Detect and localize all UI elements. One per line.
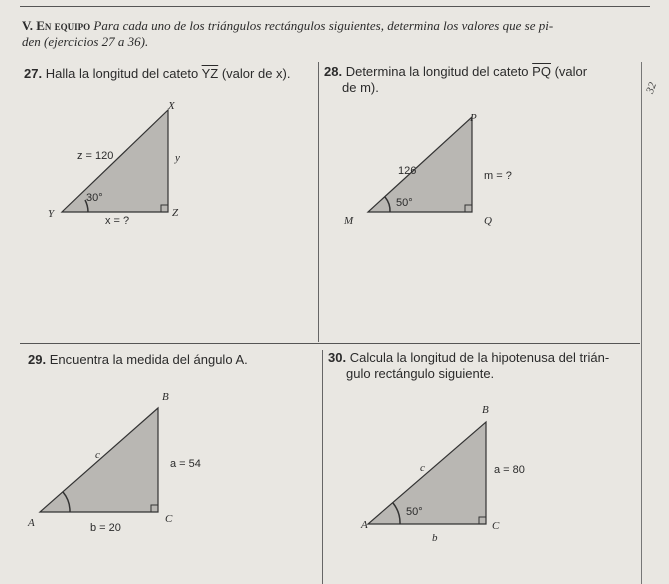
vertex-a-29: A [28,517,35,529]
hypotenuse-label-27: z = 120 [77,150,114,162]
section-instructions-2: den (ejercicios 27 a 36). [22,34,149,49]
section-intro [22,18,632,50]
exercise-28-prompt [324,64,624,96]
exercise-27-prompt [24,66,319,82]
exercise-28-text: Determina la longitud del cateto [345,64,529,79]
exercise-27-text2: (valor de x). [221,66,291,81]
exercise-30-text: Calcula la longitud de la hipotenusa del trián- [349,350,610,365]
triangle-30-shape [368,422,486,524]
exercise-29-text: Encuentra la medida del ángulo A. [49,352,248,367]
leg-y-label-27: y [175,152,180,164]
column-divider-top [318,62,319,342]
triangle-27 [40,100,210,230]
vertex-b-29: B [162,391,169,403]
vertex-b-30: B [482,404,489,416]
exercise-27-segment: $\overline{YZ}$ [201,66,219,81]
top-rule [20,6,650,7]
vertex-c-29: C [165,513,173,525]
section-heading: V. En equipo [22,18,91,33]
exercise-30-prompt [328,350,638,382]
hypotenuse-label-29: c [95,449,100,461]
column-divider-bottom [322,350,323,584]
exercise-30-text2: gulo rectángulo siguiente. [346,366,495,381]
triangle-30 [360,412,510,537]
triangle-28-shape [368,117,472,212]
vertex-z-27: Z [172,207,179,219]
leg-label-28: m = ? [484,170,512,182]
vertex-p-28: P [470,112,477,124]
exercise-28-number: 28. [324,64,343,79]
exercise-28-segment: $\overline{PQ}$ [532,64,551,79]
section-instructions: Para cada uno de los triángulos rectángulos siguientes, determina los valores que se pi- [93,18,554,33]
triangle-29 [30,400,180,525]
exercise-27-text: Halla la longitud del cateto [45,66,199,81]
right-rule [641,62,642,584]
hypotenuse-label-28: 126 [398,165,417,177]
exercise-30-number: 30. [328,350,347,365]
angle-label-27: 30° [86,192,103,204]
exercise-28-text3: de m). [342,80,379,95]
exercise-29-number: 29. [28,352,47,367]
vertex-a-30: A [361,519,368,531]
vertex-m-28: M [344,215,354,227]
leg-a-label-30: a = 80 [494,464,525,476]
angle-label-28: 50° [396,197,413,209]
exercise-29-prompt [28,352,318,368]
leg-x-label-27: x = ? [105,215,130,227]
exercise-28-text2: (valor [554,64,588,79]
margin-mark: 32 [643,80,660,96]
row-divider [20,343,640,344]
leg-a-label-29: a = 54 [170,458,201,470]
exercise-27-number: 27. [24,66,43,81]
vertex-c-30: C [492,520,500,532]
angle-label-30: 50° [406,506,423,518]
hypotenuse-label-30: c [420,462,425,474]
vertex-q-28: Q [484,215,492,227]
vertex-x-27: X [168,100,175,112]
leg-b-label-29: b = 20 [90,522,121,534]
vertex-y-27: Y [48,208,55,220]
leg-b-label-30: b [432,532,438,544]
